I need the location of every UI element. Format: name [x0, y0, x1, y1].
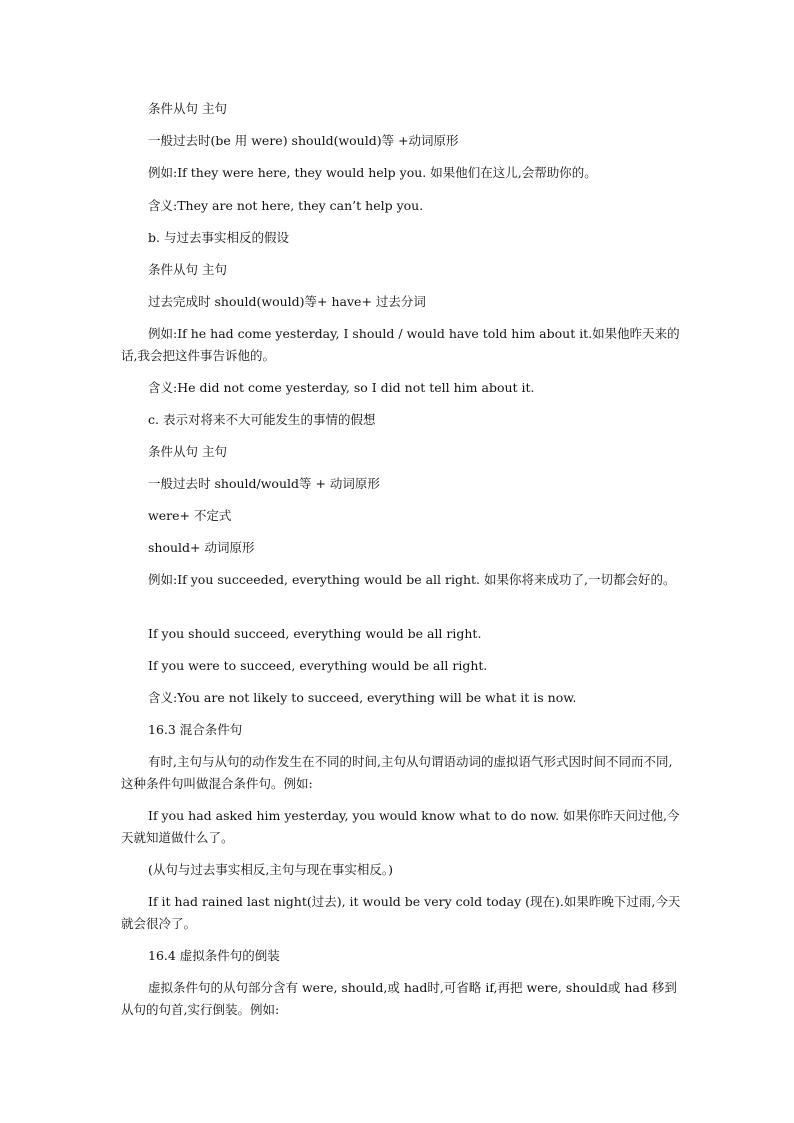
paragraph-23: If it had rained last night(过去), it would be very cold today (现在).如果昨晚下过雨,今天就会很冷了。: [121, 894, 681, 931]
paragraph-11: 条件从句 主句: [148, 444, 227, 459]
paragraph-5: b. 与过去事实相反的假设: [148, 230, 289, 245]
section-heading-16-4: 16.4 虚拟条件句的倒装: [148, 948, 280, 963]
paragraph-20: 有时,主句与从句的动作发生在不同的时间,主句从句谓语动词的虚拟语气形式因时间不同而不同,这种条件句叫做混合条件句。例如:: [121, 754, 673, 791]
paragraph-15: 例如:If you succeeded, everything would be all right. 如果你将来成功了,一切都会好的。: [148, 572, 676, 587]
paragraph-14: should+ 动词原形: [148, 540, 255, 555]
paragraph-10: c. 表示对将来不大可能发生的事情的假想: [148, 412, 376, 427]
paragraph-12: 一般过去时 should/would等 + 动词原形: [148, 476, 380, 491]
paragraph-1: 条件从句 主句: [148, 101, 227, 116]
paragraph-18: 含义:You are not likely to succeed, everything will be what it is now.: [148, 690, 577, 705]
paragraph-9: 含义:He did not come yesterday, so I did not tell him about it.: [148, 380, 535, 395]
section-heading-16-3: 16.3 混合条件句: [148, 722, 243, 737]
paragraph-2: 一般过去时(be 用 were) should(would)等 +动词原形: [148, 133, 459, 148]
paragraph-21: If you had asked him yesterday, you would know what to do now. 如果你昨天问过他,今天就知道做什么了。: [121, 808, 680, 845]
paragraph-25: 虚拟条件句的从句部分含有 were, should,或 had时,可省略 if,再把 were, should或 had 移到从句的句首,实行倒装。例如:: [121, 980, 677, 1017]
paragraph-17: If you were to succeed, everything would be all right.: [148, 658, 488, 673]
paragraph-22: (从句与过去事实相反,主句与现在事实相反。): [148, 862, 393, 877]
paragraph-13: were+ 不定式: [148, 508, 232, 523]
paragraph-6: 条件从句 主句: [148, 262, 227, 277]
paragraph-16: If you should succeed, everything would be all right.: [148, 626, 482, 641]
paragraph-3: 例如:If they were here, they would help you. 如果他们在这儿,会帮助你的。: [148, 165, 597, 180]
paragraph-8: 例如:If he had come yesterday, I should / would have told him about it.如果他昨天来的话,我会把这件事告诉他的。: [121, 326, 680, 363]
paragraph-7: 过去完成时 should(would)等+ have+ 过去分词: [148, 294, 426, 309]
paragraph-4: 含义:They are not here, they can’t help you.: [148, 198, 424, 213]
